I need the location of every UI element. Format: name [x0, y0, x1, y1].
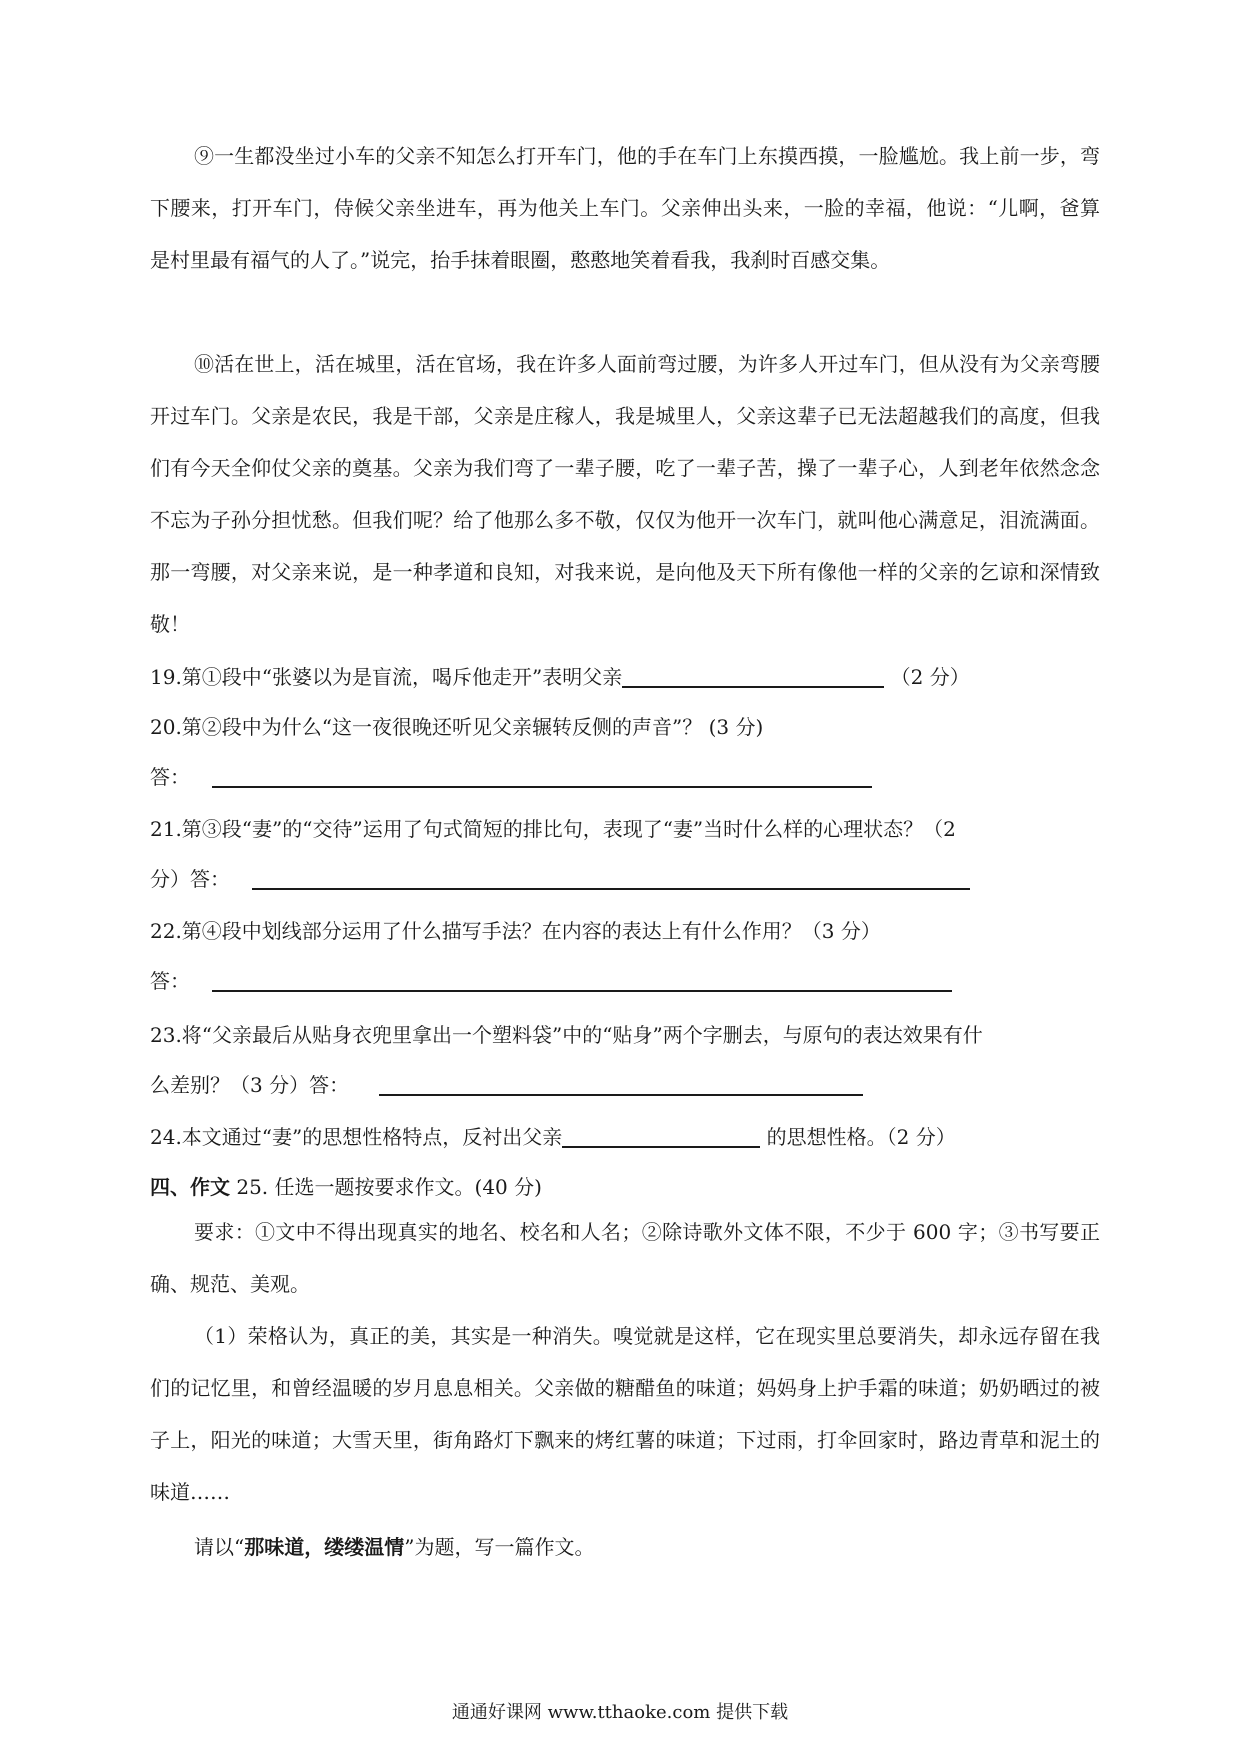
question-24-blank[interactable] [562, 1124, 760, 1148]
essay-title-prefix: 请以“ [194, 1535, 245, 1559]
question-23-text-cont: 么差别？（3 分）答： [150, 1073, 350, 1097]
question-24 [150, 1122, 1100, 1152]
question-23: 23.将“父亲最后从贴身衣兜里拿出一个塑料袋”中的“贴身”两个字删去，与原句的表达效果有什 [150, 1023, 983, 1047]
essay-title-instruction [150, 1532, 1100, 1562]
question-21-answer [150, 864, 1100, 894]
question-21-blank[interactable] [252, 866, 970, 890]
footer-watermark: 通通好课网 www.tthaoke.com 提供下载 [451, 1702, 789, 1723]
question-22-answer [150, 966, 1100, 996]
question-19-score: （2 分） [890, 665, 970, 689]
question-24-tail: 的思想性格。（2 分） [766, 1125, 956, 1149]
question-21-text-cont: 分）答： [150, 867, 230, 891]
question-21: 21.第③段“妻”的“交待”运用了句式简短的排比句，表现了“妻”当时什么样的心理状态？（2 [150, 817, 956, 841]
paragraph-9: ⑨一生都没坐过小车的父亲不知怎么打开车门，他的手在车门上东摸西摸，一脸尴尬。我上前一步，弯下腰来，打开车门，侍候父亲坐进车，再为他关上车门。父亲伸出头来，一脸的幸福，他说：“儿啊，爸算是村里最有福气的人了。”说完，抬手抹着眼圈，憨憨地笑着看我，我刹时百感交集。 [150, 144, 1100, 272]
question-24-text: 24.本文通过“妻”的思想性格特点，反衬出父亲 [150, 1125, 563, 1149]
essay-heading-rest: 25. 任选一题按要求作文。(40 分) [230, 1175, 542, 1199]
essay-prompt-1: （1）荣格认为，真正的美，其实是一种消失。嗅觉就是这样，它在现实里总要消失，却永远存留在我们的记忆里，和曾经温暖的岁月息息相关。父亲做的糖醋鱼的味道；妈妈身上护手霜的味道；奶奶晒过的被子上，阳光的味道；大雪天里，街角路灯下飘来的烤红薯的味道；下过雨，打伞回家时，路边青草和泥土的味道…… [150, 1324, 1100, 1504]
essay-requirements: 要求：①文中不得出现真实的地名、校名和人名；②除诗歌外文体不限，不少于 600 字；③书写要正确、规范、美观。 [150, 1220, 1100, 1296]
question-20: 20.第②段中为什么“这一夜很晚还听见父亲辗转反侧的声音”？ (3 分) [150, 715, 764, 739]
question-22: 22.第④段中划线部分运用了什么描写手法？在内容的表达上有什么作用？（3 分） [150, 919, 881, 943]
paragraph-10: ⑩活在世上，活在城里，活在官场，我在许多人面前弯过腰，为许多人开过车门，但从没有为父亲弯腰开过车门。父亲是农民，我是干部，父亲是庄稼人，我是城里人，父亲这辈子已无法超越我们的高度，但我们有今天全仰仗父亲的奠基。父亲为我们弯了一辈子腰，吃了一辈子苦，操了一辈子心，人到老年依然念念不忘为子孙分担忧愁。但我们呢？给了他那么多不敬，仅仅为他开一次车门，就叫他心满意足，泪流满面。那一弯腰，对父亲来说，是一种孝道和良知，对我来说，是向他及天下所有像他一样的父亲的乞谅和深情致敬！ [150, 352, 1100, 636]
question-20-answer [150, 762, 1100, 792]
essay-heading-label: 四、作文 [150, 1175, 230, 1199]
essay-title-suffix: ”为题，写一篇作文。 [404, 1535, 595, 1559]
question-19 [150, 662, 1100, 692]
answer-label: 答： [150, 969, 190, 993]
essay-heading [150, 1172, 1100, 1202]
question-23-answer [150, 1070, 1100, 1100]
question-19-blank[interactable] [622, 664, 884, 688]
question-22-blank[interactable] [212, 968, 952, 992]
answer-label: 答： [150, 765, 190, 789]
question-23-blank[interactable] [379, 1072, 863, 1096]
question-19-text: 19.第①段中“张婆以为是盲流，喝斥他走开”表明父亲 [150, 665, 623, 689]
essay-title: 那味道，缕缕温情 [244, 1535, 405, 1559]
question-20-blank[interactable] [212, 764, 872, 788]
